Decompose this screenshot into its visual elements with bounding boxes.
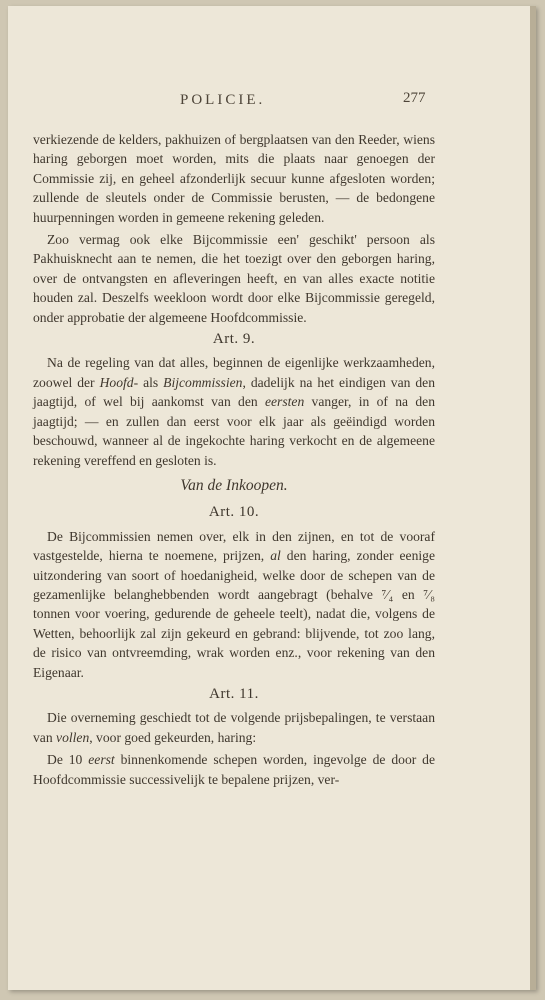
p6-text-a: De 10: [47, 752, 89, 768]
paragraph-5: [33, 708, 435, 747]
p5-text-b: , voor goed gekeurden, haring:: [89, 729, 257, 745]
p4-text-b: den haring, zonder eenige uitzondering van soort of hoedanigheid, welke door de schepen van de gezamenlijke belanghebbenden wordt aangebragt (behalve ⁷⁄₄ en ⁷⁄₈ tonnen voor voering, gedurende de geheele teelt), nadat die, volgens de Wetten, behoorlijk zal zijn gekeurd en gebrand: blijvende, tot zoo lang, de risico van ontvreemding, wrak worden enz., voor rekening van den Eigenaar.: [33, 548, 435, 680]
running-head: [8, 92, 530, 114]
p3-text-b: als: [138, 374, 164, 390]
paragraph-3: [33, 353, 435, 469]
article-11-heading: Art. 11.: [209, 685, 259, 702]
body-text: [33, 130, 435, 792]
p6-text-b: binnenkomende schepen worden, ingevolge de door de Hoofdcommissie successivelijk te bepalene prijzen, ver-: [33, 752, 435, 787]
p6-eerst: eerst: [88, 752, 115, 768]
paragraph-6: [33, 750, 435, 789]
book-page: [8, 6, 536, 990]
p4-text-a: De Bijcommissien nemen over, elk in den zijnen, en tot de vooraf vastgestelde, hierna te noemene, prijzen,: [33, 528, 435, 564]
paragraph-1: verkiezende de kelders, pakhuizen of bergplaatsen van den Reeder, wiens haring geborgen moet worden, mits die plaats naar genoegen der Commissie zij, en geheel afzonderlijk secuur kunne afgesloten worden; zullende de sleutels onder de Commissie berusten, — de bedongene huurpenningen worden in gemeene rekening geleden.: [33, 132, 435, 225]
p4-al: al: [270, 548, 281, 564]
p5-text-a: Die overneming geschiedt tot de volgende prijsbepalingen, te verstaan van: [33, 710, 435, 745]
p3-bijcommissien: Bijcommissien: [163, 374, 243, 390]
p3-text-c: , dadelijk na het eindigen van den jaagtijd, of wel bij aankomst van den: [33, 374, 435, 410]
section-heading: Van de Inkoopen.: [180, 476, 288, 494]
p3-eersten: eersten: [264, 394, 305, 410]
p3-text-a: Na de regeling van dat alles, beginnen de eigenlijke werkzaamheden, zoowel der: [33, 355, 435, 390]
article-10-heading: Art. 10.: [208, 504, 260, 521]
paragraph-2: Zoo vermag ook elke Bijcommissie een' geschikt' persoon als Pakhuisknecht aan te nemen, die het toezigt over den geborgen haring, over de ontvangsten en afleveringen heeft, en van alles exacte notitie houden zal. Deszelfs weekloon wordt door elke Bijcommissie geregeld, onder approbatie der algemeene Hoofdcommissie.: [33, 232, 435, 325]
p3-text-d: vanger, in of na den jaagtijd; — en zullen dan eerst voor elk jaar als geëindigd worden beschouwd, wanneer al de ingekochte haring verkocht en de algemeene rekening vereffend en gesloten is.: [33, 394, 435, 468]
p5-vollen: vollen: [56, 729, 90, 745]
running-title: POLICIE.: [180, 92, 266, 108]
p3-hoofd: Hoofd-: [99, 374, 139, 390]
page-number: 277: [403, 90, 426, 106]
paragraph-4: [33, 527, 435, 682]
article-9-heading: Art. 9.: [212, 331, 256, 348]
